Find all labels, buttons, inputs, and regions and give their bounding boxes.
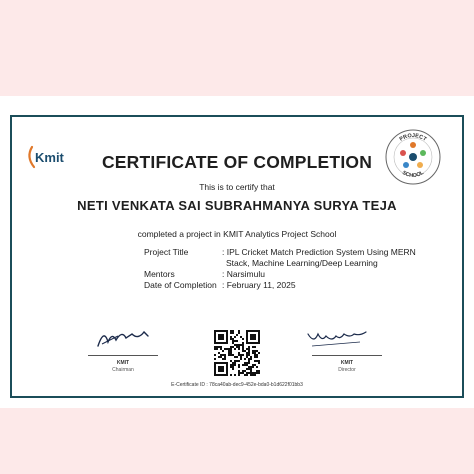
- intro-text: This is to certify that: [199, 182, 275, 192]
- svg-text:Kmit: Kmit: [35, 150, 64, 165]
- detail-value: : February 11, 2025: [222, 280, 296, 290]
- certificate-title: CERTIFICATE OF COMPLETION: [101, 152, 373, 172]
- detail-row: [144, 280, 434, 291]
- detail-label: [144, 258, 222, 269]
- detail-label: Project Title: [144, 247, 189, 257]
- detail-row: [144, 247, 434, 258]
- svg-text:PROJECT: PROJECT: [398, 132, 428, 143]
- detail-label: Date of Completion: [144, 280, 217, 290]
- svg-text:SCHOOL: SCHOOL: [400, 169, 426, 180]
- detail-label: Mentors: [144, 269, 175, 279]
- ecertificate-id: E-Certificate ID : 78ca40ab-dec9-452e-bda0-b1d622f01bb3: [171, 382, 303, 388]
- detail-value: : Narsimulu: [222, 269, 265, 279]
- signatory-org: KMIT: [116, 360, 130, 366]
- qr-code[interactable]: [214, 330, 260, 376]
- detail-row: [144, 269, 434, 280]
- signature-line: [88, 355, 158, 356]
- chairman-signature: [92, 322, 172, 352]
- signatory-org: KMIT: [340, 360, 354, 366]
- recipient-name: NETI VENKATA SAI SUBRAHMANYA SURYA TEJA: [77, 198, 397, 213]
- detail-value: Stack, Machine Learning/Deep Learning: [226, 258, 378, 268]
- details-table: [144, 247, 434, 291]
- detail-value: : IPL Cricket Match Prediction System Using MERN: [222, 247, 416, 257]
- kmit-logo: [24, 141, 72, 171]
- detail-row: [144, 258, 434, 269]
- purpose-text: completed a project in KMIT Analytics Project School: [137, 229, 337, 239]
- signatory-role: Chairman: [112, 367, 134, 373]
- signature-line: [312, 355, 382, 356]
- director-signature: [300, 322, 380, 352]
- signatory-role: Director: [338, 367, 356, 373]
